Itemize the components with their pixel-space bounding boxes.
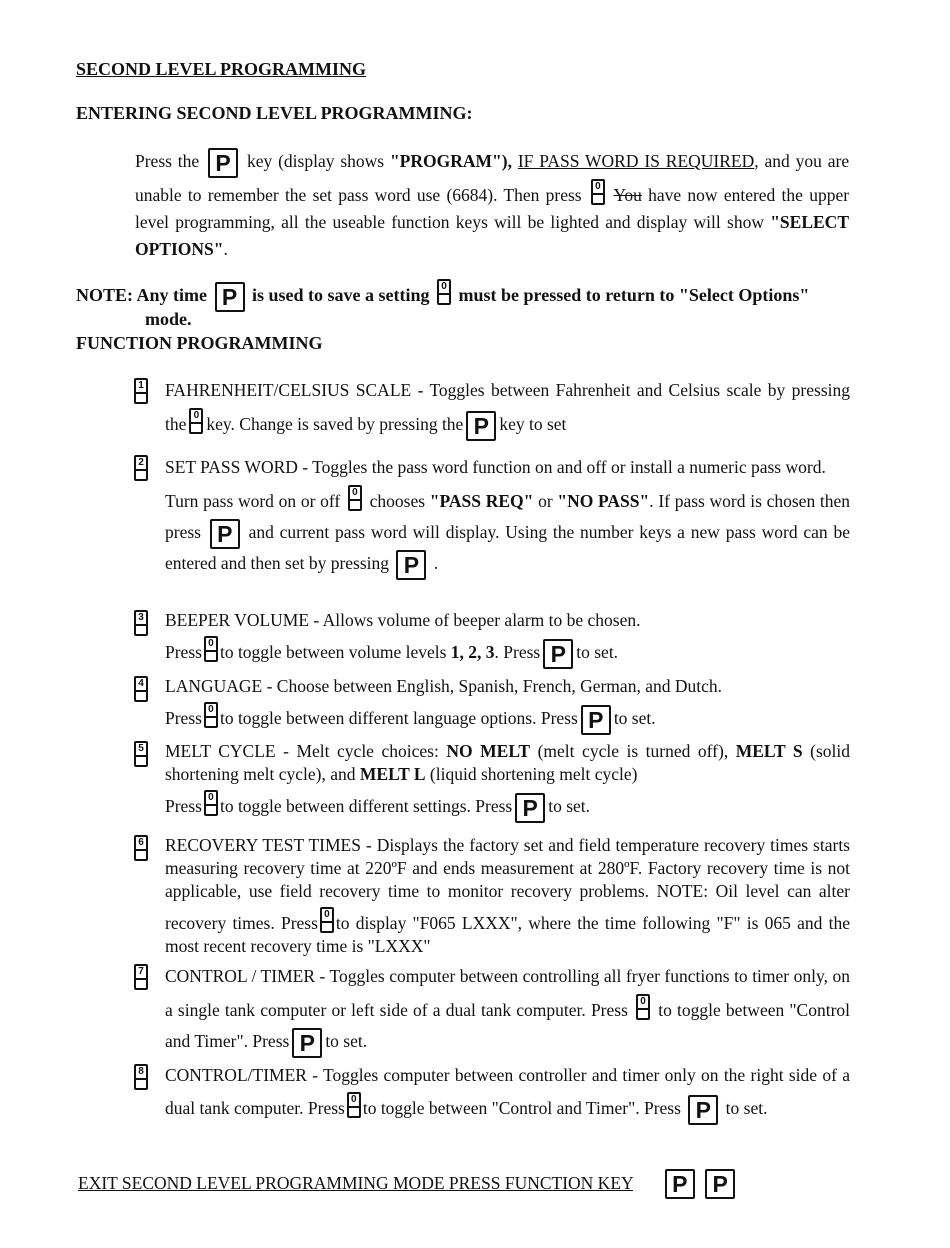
zero-key bbox=[591, 179, 605, 205]
function-programming-heading: FUNCTION PROGRAMMING bbox=[76, 333, 323, 353]
item-4-press-text: Press bbox=[165, 708, 202, 728]
program-display-text: "PROGRAM"), bbox=[389, 151, 512, 171]
item-4-text-a: LANGUAGE - Choose between English, Spanish, French, German, and Dutch. bbox=[165, 676, 722, 696]
item-7-text-b: to toggle between "Control and Timer". Press bbox=[165, 1000, 851, 1051]
item-8-text-c: to set. bbox=[725, 1098, 768, 1118]
function-key-2-label: 2 bbox=[136, 457, 146, 471]
item-4-text-b: to toggle between different language options. Press bbox=[219, 708, 578, 728]
entering-text-3: , and you are unable to remember the set pass word use (6684). Then press bbox=[135, 151, 850, 205]
zero-key-label: 0 bbox=[191, 410, 201, 424]
function-key-7-label: 7 bbox=[136, 966, 146, 980]
zero-key-label: 0 bbox=[349, 1094, 359, 1108]
zero-key-label: 0 bbox=[206, 704, 216, 718]
p-key: P bbox=[543, 639, 573, 669]
note-text-1: NOTE: Any time bbox=[76, 285, 208, 305]
function-key-2 bbox=[134, 455, 148, 489]
item-1-text-c: key to set bbox=[499, 414, 567, 434]
item-2-text-a: SET PASS WORD - Toggles the pass word function on and off or install a numeric pass word. bbox=[165, 457, 826, 477]
function-item-1 bbox=[134, 377, 850, 438]
function-item-7 bbox=[134, 963, 850, 1055]
page-title: SECOND LEVEL PROGRAMMING bbox=[76, 59, 367, 79]
zero-key-label: 0 bbox=[206, 638, 216, 652]
entering-text-5: . bbox=[223, 239, 228, 259]
no-pass-text: "NO PASS" bbox=[557, 491, 650, 511]
item-3-press-text: Press bbox=[165, 642, 202, 662]
function-key-6 bbox=[134, 835, 148, 867]
entering-text-4: have now entered the upper level programming, all the useable function keys will be lighted and display will show bbox=[135, 185, 850, 232]
item-8-text-a: CONTROL/TIMER - Toggles computer between controller and timer only on the right side of a dual tank computer. Press bbox=[165, 1065, 850, 1118]
zero-key bbox=[204, 636, 218, 662]
item-1-text-b: key. Change is saved by pressing the bbox=[206, 414, 464, 434]
pass-word-required-text: IF PASS WORD IS REQUIRED bbox=[517, 151, 755, 171]
p-key: P bbox=[665, 1169, 695, 1199]
item-5-text-f: to set. bbox=[548, 796, 591, 816]
function-item-8 bbox=[134, 1063, 850, 1121]
zero-key-label: 0 bbox=[593, 181, 603, 195]
p-key: P bbox=[210, 519, 240, 549]
volume-levels-text: 1, 2, 3 bbox=[450, 642, 495, 662]
function-key-4-label: 4 bbox=[136, 678, 146, 692]
item-3-text-a: BEEPER VOLUME - Allows volume of beeper alarm to be chosen. bbox=[165, 610, 641, 630]
item-2-text-f: . bbox=[433, 553, 439, 573]
function-item-3 bbox=[134, 609, 850, 665]
item-6-text-a: RECOVERY TEST TIMES - Displays the factory set and field temperature recovery times starts measuring recovery time at 220ºF and ends measurement at 280ºF. Factory recovery time is not applicable, use field recovery time to monitor recovery problems. NOTE: Oil level can alter recovery times. Press bbox=[165, 835, 850, 933]
function-item-4 bbox=[134, 675, 850, 731]
item-3-text-b: to toggle between volume levels bbox=[219, 642, 447, 662]
p-key: P bbox=[292, 1028, 322, 1058]
item-5-text-d: (liquid shortening melt cycle) bbox=[429, 764, 638, 784]
zero-key bbox=[204, 790, 218, 816]
item-2-text-b: Turn pass word on or off bbox=[165, 491, 341, 511]
item-2-text-e: and current pass word will display. Using the number keys a new pass word can be entered and then set by pressing bbox=[165, 522, 850, 573]
function-key-5-label: 5 bbox=[136, 743, 146, 757]
item-5-text-b: (melt cycle is turned off), bbox=[537, 741, 729, 761]
melt-l-text: MELT L bbox=[359, 764, 426, 784]
exit-instruction bbox=[78, 1166, 738, 1197]
function-key-8 bbox=[134, 1064, 148, 1098]
item-7-text-a: CONTROL / TIMER - Toggles computer between controlling all fryer functions to timer only, on a single tank computer or left side of a dual tank computer. Press bbox=[165, 966, 850, 1020]
function-key-5 bbox=[134, 741, 148, 773]
zero-key bbox=[348, 485, 362, 511]
zero-key bbox=[347, 1092, 361, 1118]
p-key: P bbox=[581, 705, 611, 735]
p-key: P bbox=[215, 282, 245, 312]
zero-key bbox=[320, 907, 334, 933]
exit-text: EXIT SECOND LEVEL PROGRAMMING MODE PRESS FUNCTION KEY bbox=[78, 1173, 634, 1193]
note-text-3: must be pressed to return to "Select Options" bbox=[458, 285, 810, 305]
function-key-1 bbox=[134, 378, 148, 412]
function-key-8-label: 8 bbox=[136, 1066, 146, 1080]
item-8-text-b: to toggle between "Control and Timer". Press bbox=[362, 1098, 681, 1118]
zero-key-label: 0 bbox=[206, 792, 216, 806]
p-key: P bbox=[466, 411, 496, 441]
zero-key-label: 0 bbox=[350, 487, 360, 501]
zero-key-label: 0 bbox=[638, 996, 648, 1010]
item-3-text-d: to set. bbox=[576, 642, 619, 662]
item-2-text-c: chooses bbox=[369, 491, 426, 511]
select-options-text: "SELECT OPTIONS" bbox=[135, 212, 849, 259]
zero-key bbox=[189, 408, 203, 434]
item-1-text-a: FAHRENHEIT/CELSIUS SCALE - Toggles between Fahrenheit and Celsius scale by pressing the bbox=[165, 380, 850, 434]
zero-key bbox=[437, 279, 451, 305]
p-key: P bbox=[688, 1095, 718, 1125]
function-key-7 bbox=[134, 964, 148, 998]
item-5-text-a: MELT CYCLE - Melt cycle choices: bbox=[165, 741, 439, 761]
struck-you-text: You bbox=[613, 185, 642, 205]
p-key: P bbox=[208, 148, 238, 178]
melt-s-text: MELT S bbox=[735, 741, 803, 761]
entering-heading: ENTERING SECOND LEVEL PROGRAMMING: bbox=[76, 103, 473, 123]
zero-key-label: 0 bbox=[322, 909, 332, 923]
function-key-3-label: 3 bbox=[136, 612, 146, 626]
zero-key-label: 0 bbox=[439, 281, 449, 295]
entering-text-1: Press the bbox=[135, 151, 200, 171]
p-key: P bbox=[705, 1169, 735, 1199]
function-key-4 bbox=[134, 676, 148, 708]
item-4-text-c: to set. bbox=[613, 708, 656, 728]
item-2-text-d: . If pass word is chosen then press bbox=[165, 491, 851, 542]
item-7-text-c: to set. bbox=[325, 1031, 368, 1051]
note-text-4: mode. bbox=[145, 309, 192, 329]
item-6-text-b: to display "F065 LXXX", where the time following "F" is 065 and the most recent recovery time is "LXXX" bbox=[165, 913, 850, 956]
p-key: P bbox=[396, 550, 426, 580]
note-block bbox=[76, 275, 886, 330]
no-melt-text: NO MELT bbox=[446, 741, 531, 761]
function-key-1-label: 1 bbox=[136, 380, 146, 394]
item-3-text-c: . Press bbox=[494, 642, 541, 662]
function-item-5 bbox=[134, 740, 850, 819]
item-5-text-e: to toggle between different settings. Press bbox=[219, 796, 513, 816]
pass-req-text: "PASS REQ" bbox=[429, 491, 534, 511]
function-key-3 bbox=[134, 610, 148, 642]
note-text-2: is used to save a setting bbox=[252, 285, 430, 305]
item-2-or-text: or bbox=[538, 491, 553, 511]
item-5-press-text: Press bbox=[165, 796, 202, 816]
entering-text-2: key (display shows bbox=[246, 151, 385, 171]
entering-paragraph bbox=[135, 144, 849, 263]
function-key-6-label: 6 bbox=[136, 837, 146, 851]
zero-key bbox=[204, 702, 218, 728]
function-item-2 bbox=[134, 454, 850, 577]
p-key: P bbox=[515, 793, 545, 823]
zero-key bbox=[636, 994, 650, 1020]
function-item-6 bbox=[134, 834, 850, 958]
item-5-text-c: (solid shortening melt cycle), and bbox=[165, 741, 851, 784]
